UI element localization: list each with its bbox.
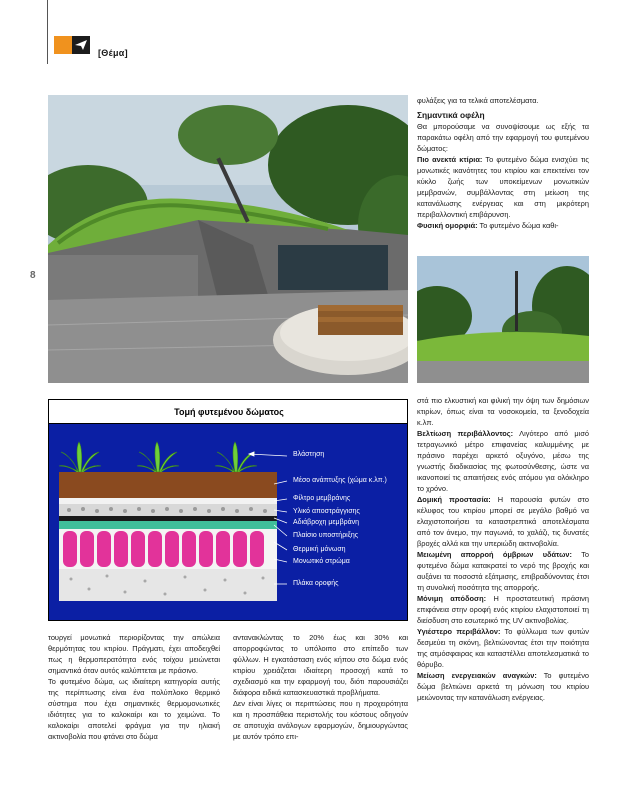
magazine-logo bbox=[72, 36, 90, 54]
subheading: Σημαντικά οφέλη bbox=[417, 110, 485, 120]
paragraph bbox=[417, 494, 589, 549]
layer-membrane bbox=[59, 516, 277, 521]
item-head: Πιο ανεκτά κτίρια: bbox=[417, 155, 483, 164]
plant-icon bbox=[59, 442, 101, 474]
item-head: Μόνιμη απόδοση: bbox=[417, 594, 487, 603]
green-roof-side-photo bbox=[417, 256, 589, 383]
left-column-bottom bbox=[48, 632, 220, 742]
paragraph bbox=[417, 549, 589, 593]
paragraph: Δεν είναι λίγες οι περιπτώσεις που η προχειρότητα και η προσπάθεια περιστολής του κόστους οδηγούν σε αποτυχία ανάλογων εφαρμογών, δημιουργώντας με αυτόν τρόπο επι- bbox=[233, 699, 408, 741]
right-column-bottom bbox=[417, 395, 589, 703]
label-waterproof-membrane: Αδιάβροχη μεμβράνη bbox=[293, 519, 360, 526]
paragraph bbox=[417, 626, 589, 670]
item-head: Φυσική ομορφιά: bbox=[417, 221, 478, 230]
item-text: Λιγότερο από μισό τετραγωνικό μέτρο επιφανείας καλυμμένης με πράσινο παρέχει αρκετό οξυγόνο, μέσω της γνωστής διαδικασίας της φωτοσύνθεσης, ώστε να ικανοποιεί τις απαιτήσεις ενός ατόμου για ολόκληρο το χρόνο. bbox=[417, 429, 589, 493]
item-text: Το φύλλωμα των φυτών δεσμεύει τη σκόνη, βελτιώνοντας έτσι την ποιότητα της ατμόσφαιρας και καταστέλλει αποτελεσματικά το θόρυβο. bbox=[417, 627, 589, 669]
plant-icon bbox=[137, 442, 179, 474]
item-text: Το φυτεμένο δώμα βελτιώνει αρκετά τη μόνωση του κτιρίου μειώνοντας την κατανάλωση ενέργειας. bbox=[417, 671, 589, 702]
green-roof-building-photo bbox=[48, 95, 408, 383]
paragraph: στά πιο ελκυστική και φιλική την όψη των δημόσιων κτιρίων, όπως είναι τα νοσοκομεία, τα ξενοδοχεία κ.λπ. bbox=[417, 396, 589, 427]
paragraph bbox=[417, 670, 589, 703]
paragraph: Το φυτεμένο δώμα, ως ιδιαίτερη κατηγορία αυτής της περίπτωσης είναι ένα πολύπλοκο θερμικό σύστημα που έχει σημαντικές θερμομονωτικές ιδιότητες για το καλοκαίρι και το χειμώνα. Το καλοκαίρι αποτελεί φράγμα για την ηλιακή ακτινοβολία που φτάνει στο δώμα bbox=[48, 677, 220, 741]
paragraph bbox=[417, 154, 589, 220]
text-line: φυλάξεις για τα τελικά αποτελέσματα. bbox=[417, 96, 539, 105]
plant-icon bbox=[215, 442, 257, 474]
header-rule bbox=[47, 0, 48, 64]
layer-soil bbox=[59, 472, 277, 498]
item-head: Μείωση ενεργειακών αναγκών: bbox=[417, 671, 537, 680]
layer-support bbox=[59, 521, 277, 529]
page-number: 8 bbox=[30, 270, 36, 281]
mid-column-bottom bbox=[233, 632, 408, 742]
right-column-top bbox=[417, 95, 589, 231]
label-filter-membrane: Φίλτρο μεμβράνης bbox=[293, 495, 351, 502]
paragraph bbox=[417, 593, 589, 626]
label-drainage: Υλικό αποστράγγισης bbox=[293, 508, 360, 515]
label-insulating-layer: Μονωτικό στρώμα bbox=[293, 558, 350, 565]
item-head: Υγιέστερο περιβάλλον: bbox=[417, 627, 501, 636]
item-text: Το φυτεμένο δώμα ενισχύει τις μονωτικές ικανότητες του κτιρίου και επεκτείνει τον κύκλο ζωής των υποκείμενων μονωτικών μεμβρανών, συμβάλλοντας στη μείωση της κατανάλωσης ενέργειας και στη μικρότερη περιβαλλοντική επιβάρυνση. bbox=[417, 155, 589, 219]
paragraph bbox=[417, 220, 589, 231]
paragraph: τουργεί μονωτικά περιορίζοντας την απώλεια θερμότητας του κτιρίου. Πράγματι, έχει αποδειχθεί πως η θερμοπερατότητα ενός τοίχου μειώνεται σημαντικά όταν αυτός καλύπτεται με πράσινο. bbox=[48, 633, 220, 675]
item-head: Βελτίωση περιβάλλοντος: bbox=[417, 429, 514, 438]
item-text: Η προστατευτική πράσινη επιφάνεια στην οροφή ενός κτιρίου ελαχιστοποιεί τη διείσδυση στο εσωτερικό της UV ακτινοβολίας. bbox=[417, 594, 589, 625]
item-head: Δομική προστασία: bbox=[417, 495, 491, 504]
label-vegetation: Βλάστηση bbox=[293, 451, 325, 458]
diagram-title: Τομή φυτεμένου δώματος bbox=[49, 400, 408, 424]
label-thermal-insulation: Θερμική μόνωση bbox=[293, 546, 346, 553]
paragraph: Θα μπορούσαμε να συνοψίσουμε ως εξής τα παρακάτω οφέλη από την εφαρμογή του φυτεμένου δώματος: bbox=[417, 122, 589, 153]
green-roof-section-diagram bbox=[48, 399, 408, 621]
section-marker-orange bbox=[54, 36, 72, 54]
layer-slab bbox=[59, 569, 277, 601]
paragraph bbox=[417, 428, 589, 494]
item-text: Η παρουσία φυτών στο κέλυφος του κτιρίου μπορεί σε μεγάλο βαθμό να ελαχιστοποιήσει τα καταστρεπτικά αποτελέσματα από τον άνεμο, την παγωνιά, το χαλάζι, τις δυνατές βροχές αλλά και την υπεριώδη ακτινοβολία. bbox=[417, 495, 589, 548]
item-text: Το φυτεμένο δώμα καθι- bbox=[477, 221, 559, 230]
layer-filter bbox=[59, 498, 277, 504]
paragraph: αντανακλώντας το 20% έως και 30% και απορροφώντας το υπόλοιπο στο επίπεδο των φύλλων. Η εγκατάσταση ενός κήπου στο δώμα ενός κτιρίου χρειάζεται ιδιαίτερη προσοχή κατά το σχεδιασμό και την εφαρμογή του, διότι παρουσιάζει διάφορα ειδικά κατασκευαστικά προβλήματα. bbox=[233, 633, 408, 697]
section-label: [Θέμα] bbox=[98, 48, 128, 58]
label-roof-slab: Πλάκα οροφής bbox=[293, 580, 339, 587]
item-text: Το φυτεμένο δώμα κατακρατεί το νερό της βροχής και αυξάνει τα ποσοστά εξάτμισης, επιβραδύνοντας έτσι τη συνολική ποσότητα της απορροής. bbox=[417, 550, 590, 592]
item-head: Μειωμένη απορροή όμβριων υδάτων: bbox=[417, 550, 572, 559]
label-support-frame: Πλαίσιο υποστήριξης bbox=[293, 532, 359, 539]
label-growth-medium: Μέσο ανάπτυξης (χώμα κ.λπ.) bbox=[293, 477, 387, 484]
